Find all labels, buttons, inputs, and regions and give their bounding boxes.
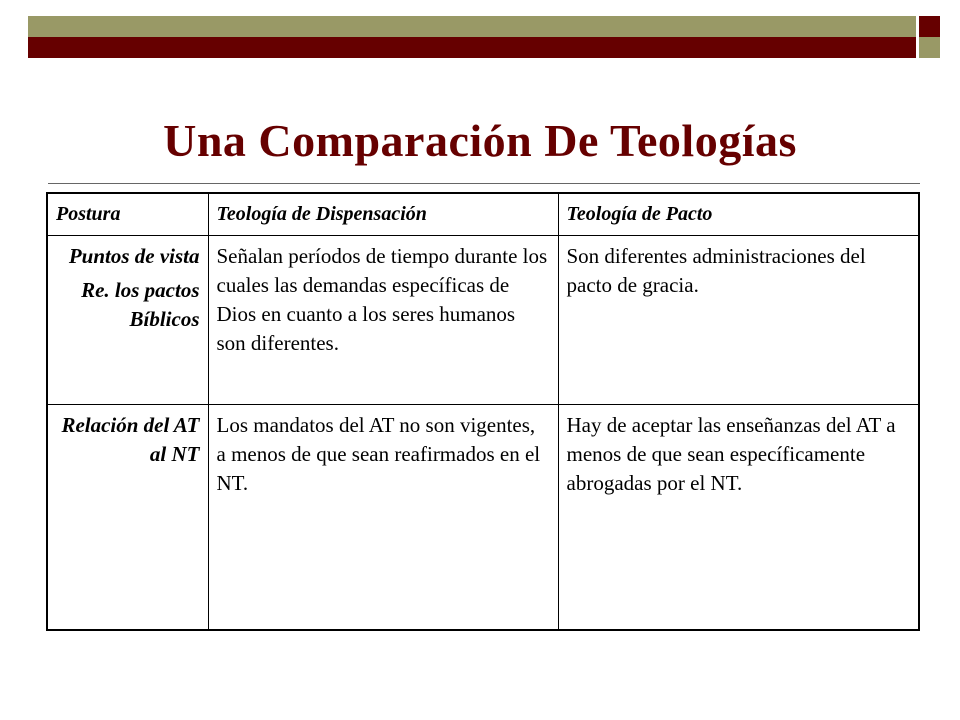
title-divider: [48, 183, 920, 184]
header-pacto: Teología de Pacto: [558, 193, 919, 236]
postura-cell: [47, 236, 208, 405]
table-header-row: [47, 193, 919, 236]
pacto-cell: Son diferentes administraciones del pacto de gracia.: [558, 236, 919, 405]
table-row: [47, 236, 919, 405]
top-maroon-bar: [28, 37, 916, 58]
postura-cell: [47, 405, 208, 631]
postura-line: Puntos de vista: [68, 244, 200, 268]
table-row: [47, 405, 919, 631]
corner-maroon-square: [919, 16, 940, 37]
corner-olive-square: [919, 37, 940, 58]
slide-title: Una Comparación De Teologías: [163, 115, 797, 166]
header-dispensacion: Teología de Dispensación: [208, 193, 558, 236]
dispensacion-cell: Los mandatos del AT no son vigentes, a menos de que sean reafirmados en el NT.: [208, 405, 558, 631]
comparison-table: [46, 192, 920, 631]
top-olive-bar: [28, 16, 916, 37]
postura-line: Re. los pactos Bíblicos: [81, 278, 200, 331]
pacto-cell: Hay de aceptar las enseñanzas del AT a menos de que sean específicamente abrogadas por el NT.: [558, 405, 919, 631]
postura-line: Relación del AT al NT: [61, 413, 200, 466]
dispensacion-cell: Señalan períodos de tiempo durante los cuales las demandas específicas de Dios en cuanto a los seres humanos son diferentes.: [208, 236, 558, 405]
header-postura: Postura: [47, 193, 208, 236]
